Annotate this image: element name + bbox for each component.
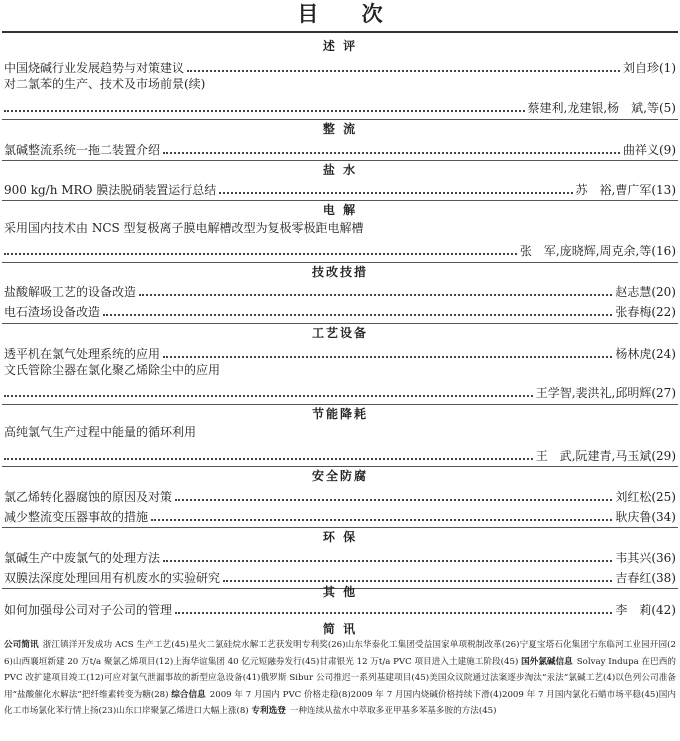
section-heading: 整 流 — [322, 122, 358, 136]
entry-title: 双膜法深度处理回用有机废水的实验研究 — [4, 571, 221, 585]
entry-author: 吉春红(38) — [615, 571, 676, 585]
leader-dots — [163, 152, 620, 154]
news-text: 一种连续从盐水中萃取多亚甲基多苯基多胺的方法(45) — [289, 706, 497, 717]
toc-entry-title-line[interactable] — [4, 76, 676, 94]
leader-dots — [219, 192, 572, 194]
section-heading: 盐 水 — [322, 163, 358, 177]
news-label: 公司简讯 — [4, 640, 39, 650]
toc-entry[interactable] — [4, 548, 676, 566]
toc-entry[interactable] — [4, 600, 676, 618]
leader-dots — [163, 560, 612, 562]
entry-title: 氯乙烯转化器腐蚀的原因及对策 — [4, 490, 173, 504]
toc-entry-author-line[interactable] — [4, 98, 676, 116]
entry-author: 王学智,裴洪礼,邱明辉(27) — [535, 386, 676, 400]
section-heading: 简 讯 — [322, 622, 358, 636]
entry-title: 中国烧碱行业发展趋势与对策建议 — [4, 61, 185, 75]
toc-entry-author-line[interactable] — [4, 446, 676, 464]
leader-dots — [4, 395, 533, 397]
entry-title: 盐酸解吸工艺的设备改造 — [4, 285, 137, 299]
section-divider — [2, 119, 678, 120]
section-divider — [2, 466, 678, 467]
news-text: 2009 年 7 月国内 PVC 价格走稳(8)2009 年 7 月国内烧碱价格持续下滑(4)2009 年 7 月国内氯化石蜡市场平稳(45)国内化工市场氯化苯行情上扬(23)山东口岸聚氯乙烯进口大幅上涨(8) — [4, 689, 676, 717]
entry-author: 蔡建利,龙建银,杨 斌,等(5) — [527, 101, 676, 115]
toc-entry-author-line[interactable] — [4, 241, 676, 259]
leader-dots — [163, 356, 612, 358]
entry-author: 苏 裕,曹广军(13) — [575, 183, 676, 197]
entry-title: 氯碱整流系统一拖二装置介绍 — [4, 143, 161, 157]
entry-title: 900 kg/h MRO 膜法脱硝装置运行总结 — [4, 183, 217, 197]
toc-entry[interactable] — [4, 507, 676, 525]
toc-entry[interactable] — [4, 140, 676, 158]
entry-author: 刘红松(25) — [615, 490, 676, 504]
toc-entry[interactable] — [4, 344, 676, 362]
entry-author: 曲祥义(9) — [623, 143, 676, 157]
leader-dots — [4, 253, 517, 255]
entry-author: 耿庆鲁(34) — [615, 510, 676, 524]
section-heading: 其 他 — [322, 585, 358, 599]
toc-entry[interactable] — [4, 282, 676, 300]
entry-author: 赵志慧(20) — [615, 285, 676, 299]
entry-author: 韦其兴(36) — [615, 551, 676, 565]
section-divider — [2, 200, 678, 201]
section-heading: 工艺设备 — [311, 326, 368, 340]
leader-dots — [4, 110, 525, 112]
section-divider — [2, 404, 678, 405]
section-heading: 电 解 — [322, 203, 358, 217]
entry-title: 文氏管除尘器在氯化聚乙烯除尘中的应用 — [4, 363, 221, 377]
entry-author: 杨林虎(24) — [615, 347, 676, 361]
toc-entry-author-line[interactable] — [4, 383, 676, 401]
entry-author: 王 武,阮建青,马玉斌(29) — [535, 449, 676, 463]
news-label: 综合信息 — [171, 689, 206, 700]
toc-entry-title-line[interactable] — [4, 220, 676, 238]
entry-title: 氯碱生产中废氯气的处理方法 — [4, 551, 161, 565]
entry-title: 透平机在氯气处理系统的应用 — [4, 347, 161, 361]
leader-dots — [4, 458, 533, 460]
section-divider — [2, 160, 678, 161]
news-text: 浙江镇洋开发成功 ACS 生产工艺(45)星火二氯硅烷水解工艺获发明专利奖(26)山东华泰化工集团受益国家单项税制改革(26)宁夏宝塔石化集团宁东临河工业园开园(26)山西襄垣新建 20 万t/a 聚氯乙烯项目(12)上海华谊集团 40 亿元短融券发行(45)甘肃银光 12 万t/a PVC 项目进入土建施工阶段(45) — [4, 640, 676, 667]
section-heading: 述 评 — [322, 39, 358, 53]
entry-title: 高纯氯气生产过程中能量的循环利用 — [4, 425, 197, 439]
news-label: 专利选登 — [251, 706, 286, 717]
entry-author: 张 军,庞晓辉,周克余,等(16) — [519, 244, 676, 258]
entry-title: 减少整流变压器事故的措施 — [4, 510, 149, 524]
section-heading: 安全防腐 — [311, 469, 368, 483]
section-heading: 技改技措 — [311, 265, 368, 279]
toc-entry[interactable] — [4, 180, 676, 198]
leader-dots — [139, 294, 612, 296]
entry-author: 李 莉(42) — [615, 603, 676, 617]
entry-author: 刘自珍(1) — [623, 61, 676, 75]
section-divider — [2, 323, 678, 324]
page-title: 目 次 — [297, 1, 401, 26]
section-divider — [2, 262, 678, 263]
leader-dots — [187, 70, 620, 72]
section-heading: 节能降耗 — [311, 407, 368, 421]
leader-dots — [151, 519, 612, 521]
toc-entry[interactable] — [4, 487, 676, 505]
leader-dots — [103, 314, 612, 316]
news-briefs — [4, 637, 676, 720]
entry-title: 采用国内技术由 NCS 型复极离子膜电解槽改型为复极零极距电解槽 — [4, 221, 364, 235]
entry-title: 如何加强母公司对子公司的管理 — [4, 603, 173, 617]
news-text: Solvay Indupa 在巴西的 PVC 改扩建项目竣工(12)可应对氯气泄漏事故的新型应急设备(41)俄罗斯 Sibur 公司推迟一系列基建项目(45)美国众议院通过法案逐步淘汰“汞法”氯碱工艺(4)以色列公司准备用“盐酸催化水解法”把纤维素转变为糖(28) — [4, 656, 676, 700]
news-label: 国外氯碱信息 — [521, 656, 573, 667]
toc-entry-title-line[interactable] — [4, 362, 676, 380]
leader-dots — [175, 612, 612, 614]
entry-title: 对二氯苯的生产、技术及市场前景(续) — [4, 77, 206, 91]
section-heading: 环 保 — [322, 530, 358, 544]
section-divider — [2, 527, 678, 528]
leader-dots — [223, 580, 612, 582]
title-rule — [2, 31, 678, 33]
toc-entry-title-line[interactable] — [4, 424, 676, 442]
toc-entry[interactable] — [4, 302, 676, 320]
toc-entry[interactable] — [4, 58, 676, 76]
entry-author: 张春梅(22) — [615, 305, 676, 319]
entry-title: 电石渣场设备改造 — [4, 305, 101, 319]
leader-dots — [175, 499, 612, 501]
